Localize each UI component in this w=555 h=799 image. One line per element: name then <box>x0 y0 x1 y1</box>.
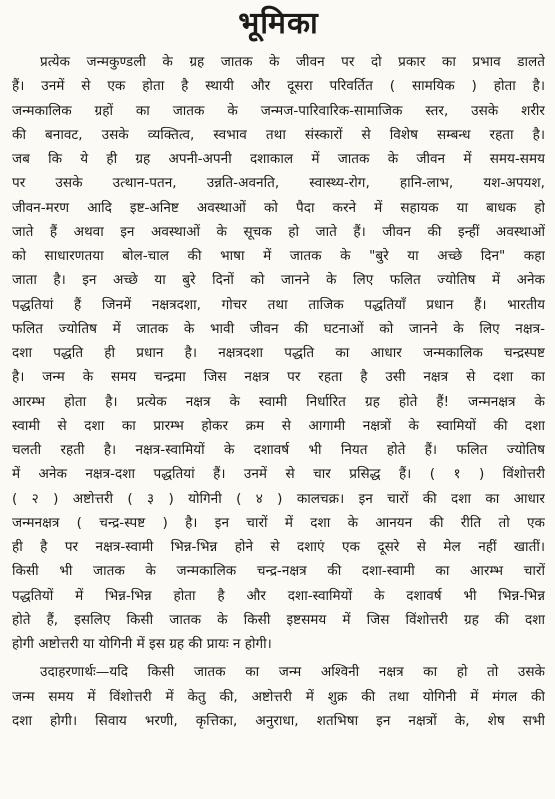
text-line: ही है पर नक्षत्र-स्वामी भिन्न-भिन्न होने से दशाएं एक दूसरे से मेल नहीं खातीं। <box>12 539 545 555</box>
text-line: होते हैं, इसलिए किसी जातक के किसी इष्टसमय में जिस विंशोत्तरी ग्रह की दशा <box>12 611 545 628</box>
text-line: होगी अष्टोत्तरी या योगिनी में इस ग्रह की प्रायः न होगी। <box>12 636 272 652</box>
paragraph <box>12 660 545 733</box>
text-line: दशा पद्धति ही प्रधान है। नक्षत्रदशा पद्धति का आधार जन्मकालिक चन्द्रस्पष्ट <box>12 345 545 361</box>
text-line: स्वामी से दशा का प्रारम्भ होकर क्रम से आगामी नक्षत्रों के स्वामियों की दशा <box>12 417 545 434</box>
text-line: जन्म समय में विंशोत्तरी में केतु की, अष्टोत्तरी में शुक्र की तथा योगिनी में मंगल की <box>12 688 545 705</box>
paragraph <box>12 50 545 656</box>
text-line: हैं। उनमें से एक होता है स्थायी और दूसरा परिवर्तित ( सामयिक ) होता है। <box>12 78 545 95</box>
text-line: जीवन-मरण आदि इष्ट-अनिष्ट अवस्थाओं को पैदा करने में सहायक या बाधक हो <box>12 199 545 216</box>
body-text <box>12 50 545 733</box>
text-line: जन्मनक्षत्र ( चन्द्र-स्पष्ट ) है। इन चारों में दशा के आनयन की रीति तो एक <box>12 514 545 531</box>
text-line: पद्धतियां हैं जिनमें नक्षत्रदशा, गोचर तथा ताजिक पद्धतियाँ प्रधान हैं। भारतीय <box>12 296 545 313</box>
text-line: पर उसके उत्थान-पतन, उन्नति-अवनति, स्वास्थ्य-रोग, हानि-लाभ, यश-अपयश, <box>12 175 545 192</box>
text-line: प्रत्येक जन्मकुण्डली के ग्रह जातक के जीवन पर दो प्रकार का प्रभाव डालते <box>40 54 545 70</box>
text-line: किसी भी जातक के जन्मकालिक चन्द्र-नक्षत्र की दशा-स्वामी का आरम्भ चारों <box>12 563 545 580</box>
text-line: जब कि ये ही ग्रह अपनी-अपनी दशाकाल में जातक के जीवन में समय-समय <box>12 151 545 167</box>
text-line: दशा होगी। सिवाय भरणी, कृत्तिका, अनुराधा, शतभिषा इन नक्षत्रों के, शेष सभी <box>12 712 545 729</box>
text-line: को साधारणतया बोल-चाल की भाषा में जातक के "बुरे या अच्छे दिन" कहा <box>12 248 545 264</box>
text-line: में अनेक नक्षत्र-दशा पद्धतियां हैं। उनमें से चार प्रसिद्ध हैं। ( १ ) विंशोत्तरी <box>12 466 545 483</box>
text-line: जन्मकालिक ग्रहों का जातक के जन्मज-पारिवारिक-सामाजिक स्तर, उसके शरीर <box>12 102 545 119</box>
text-line: आरम्भ होता है। प्रत्येक नक्षत्र के स्वामी निर्धारित ग्रह होते हैं! जन्मनक्षत्र के <box>12 393 545 410</box>
text-line: पद्धतियों में भिन्न-भिन्न होता है और दशा-स्वामियों के दशावर्ष भी भिन्न-भिन्न <box>12 587 545 604</box>
page-title: भूमिका <box>238 6 319 41</box>
text-line: जाता है। इन अच्छे या बुरे दिनों को जानने के लिए फलित ज्योतिष में अनेक <box>12 272 545 289</box>
text-line: चलती रहती है। नक्षत्र-स्वामियों के दशावर्ष भी नियत होते हैं। फलित ज्योतिष <box>12 442 545 458</box>
text-line: उदाहरणार्थः—यदि किसी जातक का जन्म अश्विनी नक्षत्र का हो तो उसके <box>40 664 545 681</box>
text-line: फलित ज्योतिष में जातक के भावी जीवन की घटनाओं को जानने के लिए नक्षत्र- <box>12 320 545 337</box>
text-line: ( २ ) अष्टोत्तरी ( ३ ) योगिनी ( ४ ) कालचक्र। इन चारों की दशा का आधार <box>12 490 545 507</box>
text-line: की बनावट, उसके व्यक्तित्व, स्वभाव तथा संस्कारों से विशेष सम्बन्ध रहता है। <box>12 126 545 143</box>
text-line: है। जन्म के समय चन्द्रमा जिस नक्षत्र पर रहता है उसी नक्षत्र से दशा का <box>12 369 545 386</box>
text-line: जाते हैं अथवा इन अवस्थाओं के सूचक हो जाते हैं। जीवन की इन्हीं अवस्थाओं <box>12 223 545 240</box>
